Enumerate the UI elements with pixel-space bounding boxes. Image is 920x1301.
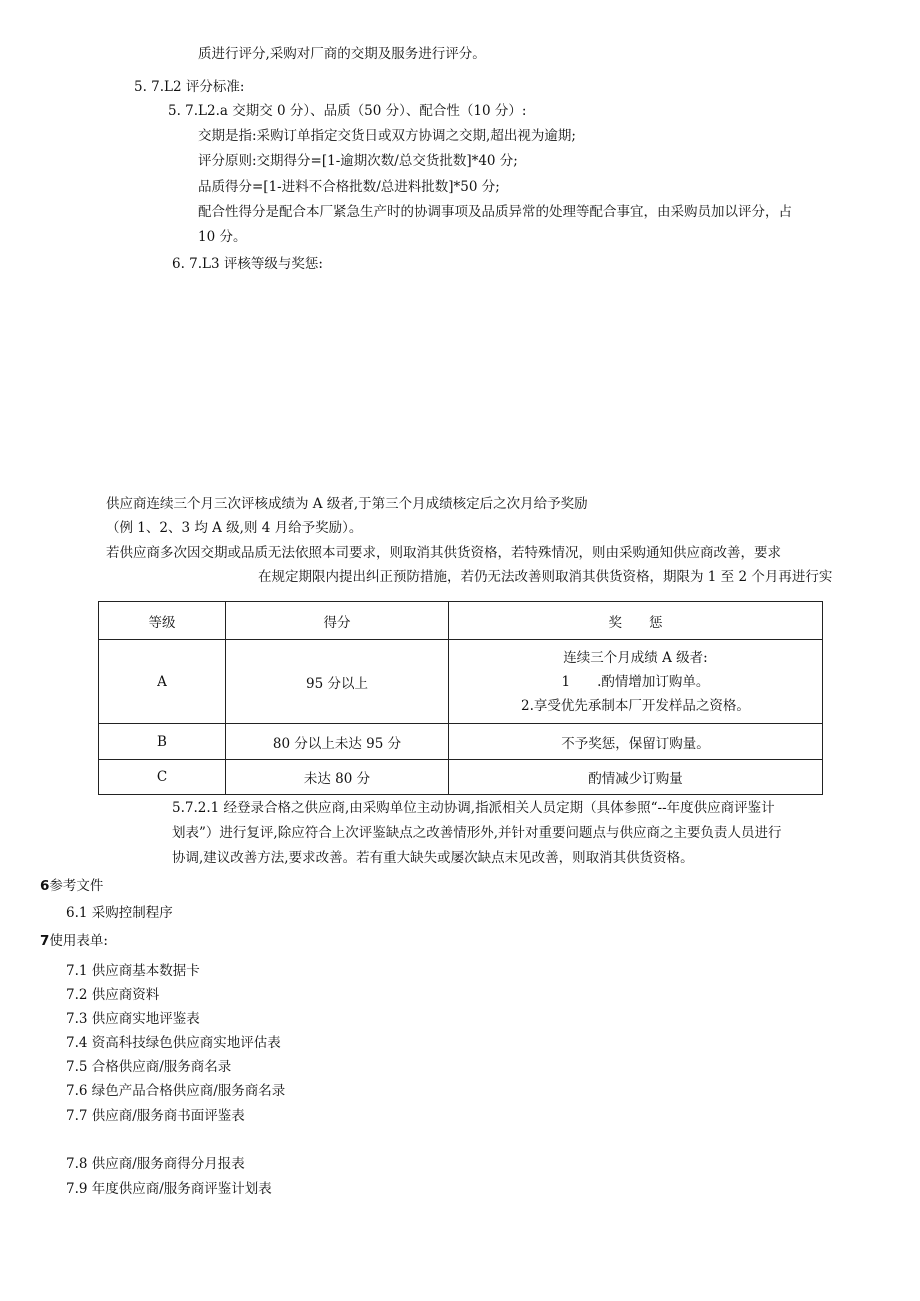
section-number: 6 bbox=[40, 878, 50, 894]
text-line: 供应商连续三个月三次评核成绩为 A 级者,于第三个月成绩核定后之次月给予奖励 bbox=[106, 496, 588, 512]
list-item: 6.1 采购控制程序 bbox=[66, 905, 173, 921]
text-line: 质进行评分,采购对厂商的交期及服务进行评分。 bbox=[198, 46, 486, 62]
text-line: 品质得分=[1-进料不合格批数/总进料批数]*50 分; bbox=[198, 179, 500, 195]
table-row bbox=[99, 760, 823, 795]
text-line: 配合性得分是配合本厂紧急生产时的协调事项及品质异常的处理等配合事宜，由采购员加以评分，占 bbox=[198, 204, 792, 220]
header-reward: 奖 惩 bbox=[449, 602, 823, 640]
cell-reward bbox=[449, 640, 823, 724]
cell-grade: A bbox=[99, 640, 226, 724]
list-item: 7.1 供应商基本数据卡 bbox=[66, 963, 200, 979]
subsection-heading: 6. 7.L3 评核等级与奖惩: bbox=[172, 256, 323, 272]
header-score: 得分 bbox=[226, 602, 449, 640]
text-line: 协调,建议改善方法,要求改善。若有重大缺失或屡次缺点末见改善，则取消其供货资格。 bbox=[172, 850, 694, 866]
text-line: 若供应商多次因交期或品质无法依照本司要求，则取消其供货资格，若特殊情况，则由采购通知供应商改善，要求 bbox=[106, 545, 781, 561]
text-line: （例 1、2、3 均 A 级,则 4 月给予奖励）。 bbox=[106, 520, 363, 536]
section-heading: 5. 7.L2 评分标准: bbox=[134, 79, 245, 95]
section-7-heading bbox=[40, 931, 108, 951]
section-title: 参考文件 bbox=[49, 878, 104, 894]
cell-grade: C bbox=[99, 760, 226, 795]
text-line: 在规定期限内提出纠正预防措施，若仍无法改善则取消其供货资格，期限为 1 至 2 个月再进行实 bbox=[258, 569, 833, 585]
text-line: 10 分。 bbox=[198, 229, 247, 245]
grade-table bbox=[98, 601, 823, 795]
list-item: 7.5 合格供应商/服务商名录 bbox=[66, 1059, 232, 1075]
list-item: 7.7 供应商/服务商书面评鉴表 bbox=[66, 1108, 245, 1124]
list-item: 7.6 绿色产品合格供应商/服务商名录 bbox=[66, 1083, 286, 1099]
list-item: 7.9 年度供应商/服务商评鉴计划表 bbox=[66, 1181, 272, 1197]
table-header-row bbox=[99, 602, 823, 640]
section-title: 使用表单: bbox=[49, 933, 108, 949]
text-line: 评分原则:交期得分=[1-逾期次数/总交货批数]*40 分; bbox=[198, 153, 518, 169]
reward-line: 连续三个月成绩 A 级者: bbox=[563, 649, 708, 666]
subsection-heading: 5. 7.L2.a 交期交 0 分）、品质（50 分）、配合性（10 分）: bbox=[168, 103, 527, 119]
text-line: 划表”）进行复评,除应符合上次评鉴缺点之改善情形外,并针对重要问题点与供应商之主要负责人员进行 bbox=[172, 825, 782, 841]
list-item: 7.3 供应商实地评鉴表 bbox=[66, 1011, 200, 1027]
list-item: 7.8 供应商/服务商得分月报表 bbox=[66, 1156, 245, 1172]
cell-reward: 不予奖惩，保留订购量。 bbox=[449, 724, 823, 760]
cell-reward: 酌情减少订购量 bbox=[449, 760, 823, 795]
cell-score: 80 分以上未达 95 分 bbox=[226, 724, 449, 760]
text-line: 交期是指:采购订单指定交货日或双方协调之交期,超出视为逾期; bbox=[198, 128, 576, 144]
list-item: 7.4 资高科技绿色供应商实地评估表 bbox=[66, 1035, 281, 1051]
reward-line: 2.享受优先承制本厂开发样品之资格。 bbox=[521, 697, 750, 714]
cell-score: 未达 80 分 bbox=[226, 760, 449, 795]
section-number: 7 bbox=[40, 933, 50, 949]
list-item: 7.2 供应商资料 bbox=[66, 987, 160, 1003]
cell-score: 95 分以上 bbox=[226, 640, 449, 724]
reward-line: 1 .酌情增加订购单。 bbox=[561, 673, 710, 690]
cell-grade: B bbox=[99, 724, 226, 760]
header-grade: 等级 bbox=[99, 602, 226, 640]
section-6-heading bbox=[40, 876, 103, 896]
table-row bbox=[99, 640, 823, 724]
text-line: 5.7.2.1 经登录合格之供应商,由采购单位主动协调,指派相关人员定期（具体参照“--年度供应商评鉴计 bbox=[172, 800, 775, 816]
table-row bbox=[99, 724, 823, 760]
